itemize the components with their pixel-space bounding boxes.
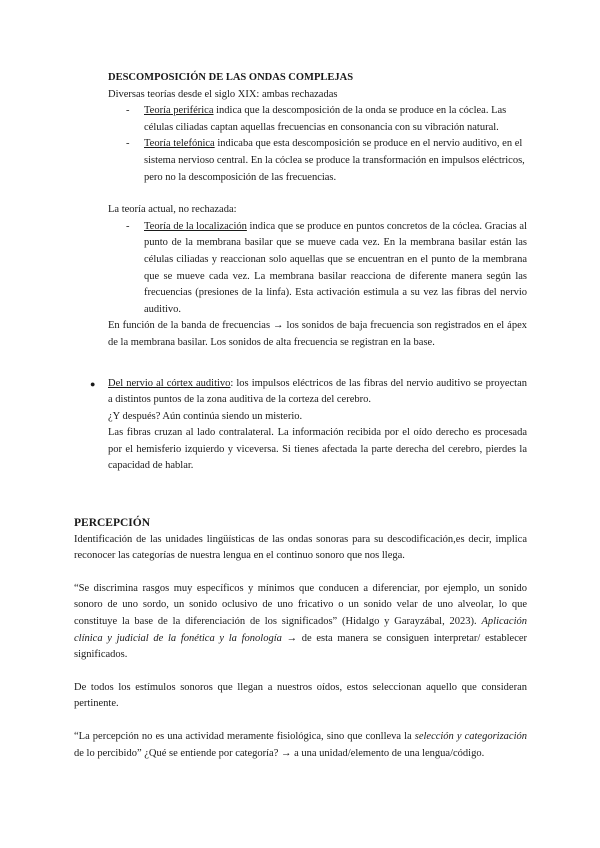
section-wave-decomposition <box>74 70 527 475</box>
current-theory-list <box>108 219 527 319</box>
theory-localization <box>126 219 528 319</box>
dash-marker: - <box>126 105 130 117</box>
rejected-theories-list <box>108 103 527 186</box>
theory-localization-term: Teoría de la localización <box>144 220 247 232</box>
quote1-tail: → de esta manera se consiguen interpretar/ establecer significados. <box>74 632 528 661</box>
current-theory-intro: La teoría actual, no rechazada: <box>108 204 237 216</box>
theory-telephonic <box>126 136 527 186</box>
quote1-main: “Se discrimina rasgos muy específicos y mínimos que conducen a diferenciar, por ejemplo, un sonido sonoro de uno sordo, un sonido oclusivo de uno fricativo o un sonido velar de uno alveolar, lo que constituye la base de la diferenciación de los significados” (Hidalgo y Garayzábal, 2023). <box>74 582 527 628</box>
dash-marker: - <box>126 138 130 150</box>
nerve-paragraph <box>108 376 527 409</box>
section-perception <box>74 515 527 762</box>
section-title-perception: PERCEPCIÓN <box>74 517 151 530</box>
nerve-to-cortex-block <box>90 376 527 476</box>
theory-telephonic-term: Teoría telefónica <box>144 138 215 150</box>
theory-peripheral-text: indica que la descomposición de la onda se produce en la cóclea. Las células ciliadas captan aquellas frecuencias en consonancia con su vibración natural. <box>144 105 507 133</box>
dash-marker: - <box>126 220 130 232</box>
quote2-emphasis: selección y categorización <box>414 731 527 742</box>
section-title-decomposition: DESCOMPOSICIÓN DE LAS ONDAS COMPLEJAS <box>108 72 354 83</box>
theory-peripheral-term: Teoría periférica <box>144 105 214 117</box>
quote2-tail: de lo percibido” ¿Qué se entiende por categoría? → a una unidad/elemento de una lengua/código. <box>74 747 485 759</box>
quote-paragraph-2 <box>74 729 527 762</box>
quote1-source: Aplicación clínica y judicial de la fonética y la fonología <box>74 616 527 644</box>
bullet-icon: ● <box>90 378 96 389</box>
quote-paragraph-1 <box>74 581 527 664</box>
theory-localization-text: indica que se produce en puntos concretos de la cóclea. Gracias al punto de la membrana basilar que se mueve cada vez. En la membrana basilar están las células ciliadas y reaccionan solo aquellas que se encuentran en el punto de la membrana que se mueve cada vez. La membrana basilar reacciona de diferente manera según las frecuencias (presiones de la linfa). Esta activación estimula a su vez las fibras del nervio auditivo. <box>144 220 528 315</box>
nerve-text: : los impulsos eléctricos de las fibras del nervio auditivo se proyectan a distintos puntos de la zona auditiva de la corteza del cerebro. <box>108 377 527 406</box>
stimuli-paragraph: De todos los estímulos sonoros que llegan a nuestros oídos, estos seleccionan aquello que consideran pertinente. <box>74 681 527 710</box>
perception-definition: Identificación de las unidades lingüísticas de las ondas sonoras para su descodificación,es decir, implica reconocer las categorías de nuestra lengua en el continuo sonoro que nos llega. <box>74 533 527 562</box>
theory-peripheral <box>126 103 527 136</box>
question-line: ¿Y después? Aún continúa siendo un misterio. <box>108 410 303 422</box>
theories-intro: Diversas teorías desde el siglo XIX: ambas rechazadas <box>108 88 338 100</box>
quote2-main: “La percepción no es una actividad meramente fisiológica, sino que conlleva la <box>74 731 415 742</box>
nerve-term: Del nervio al córtex auditivo <box>108 377 231 389</box>
frequency-band-note: En función de la banda de frecuencias → los sonidos de baja frecuencia son registrados en el ápex de la membrana basilar. Los sonidos de alta frecuencia se registran en la base. <box>108 320 527 348</box>
theory-telephonic-text: indicaba que esta descomposición se produce en el nervio auditivo, en el sistema nervioso central. En la cóclea se produce la transformación en impulsos eléctricos, pero no la descomposición de las frecuencias. <box>144 138 525 183</box>
fibers-paragraph: Las fibras cruzan al lado contralateral. La información recibida por el oído derecho es procesada por el hemisferio izquierdo y viceversa. Si tienes afectada la parte derecha del cerebro, pierdes la capacidad de hablar. <box>108 427 527 472</box>
